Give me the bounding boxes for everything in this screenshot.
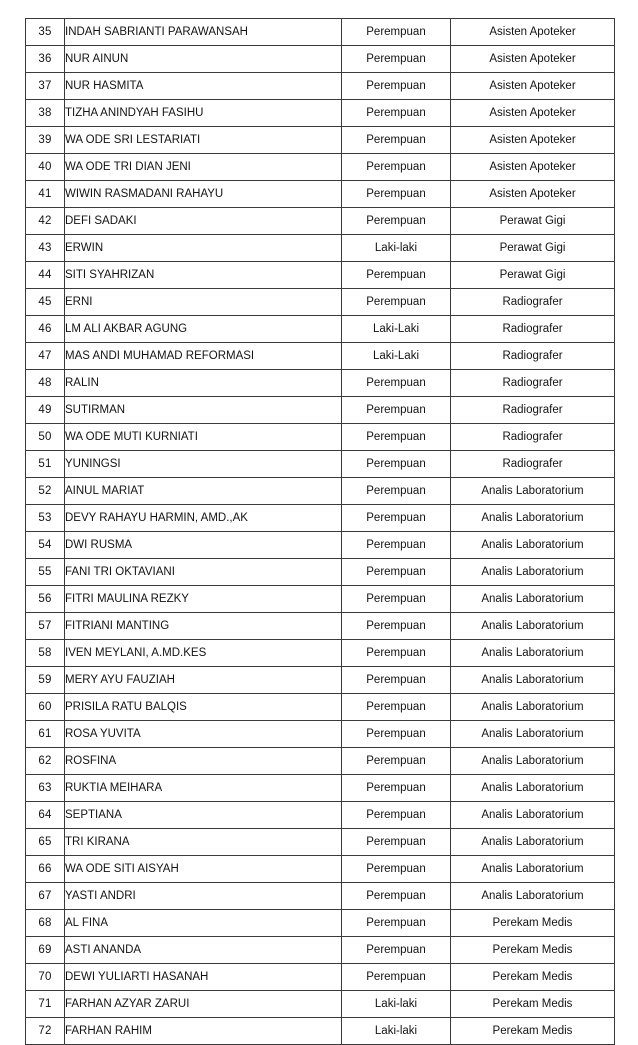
name-cell: DEFI SADAKI <box>65 208 342 235</box>
name-cell: WA ODE TRI DIAN JENI <box>65 154 342 181</box>
row-number-cell: 60 <box>26 694 65 721</box>
row-number-cell: 54 <box>26 532 65 559</box>
name-cell: WA ODE SRI LESTARIATI <box>65 127 342 154</box>
position-cell: Analis Laboratorium <box>451 586 615 613</box>
position-cell: Perekam Medis <box>451 937 615 964</box>
row-number-cell: 66 <box>26 856 65 883</box>
name-cell: SITI SYAHRIZAN <box>65 262 342 289</box>
position-cell: Analis Laboratorium <box>451 856 615 883</box>
name-cell: PRISILA RATU BALQIS <box>65 694 342 721</box>
gender-cell: Perempuan <box>342 181 451 208</box>
roster-table-body <box>26 19 615 1045</box>
name-cell: WA ODE SITI AISYAH <box>65 856 342 883</box>
row-number-cell: 48 <box>26 370 65 397</box>
position-cell: Analis Laboratorium <box>451 667 615 694</box>
row-number-cell: 50 <box>26 424 65 451</box>
gender-cell: Perempuan <box>342 100 451 127</box>
row-number-cell: 52 <box>26 478 65 505</box>
table-row <box>26 451 615 478</box>
table-row <box>26 478 615 505</box>
gender-cell: Perempuan <box>342 505 451 532</box>
table-row <box>26 316 615 343</box>
row-number-cell: 46 <box>26 316 65 343</box>
personnel-roster-table <box>25 18 615 1045</box>
position-cell: Asisten Apoteker <box>451 73 615 100</box>
gender-cell: Perempuan <box>342 775 451 802</box>
table-row <box>26 559 615 586</box>
gender-cell: Perempuan <box>342 478 451 505</box>
name-cell: TIZHA ANINDYAH FASIHU <box>65 100 342 127</box>
gender-cell: Perempuan <box>342 586 451 613</box>
table-row <box>26 154 615 181</box>
position-cell: Radiografer <box>451 289 615 316</box>
gender-cell: Laki-Laki <box>342 316 451 343</box>
position-cell: Asisten Apoteker <box>451 127 615 154</box>
row-number-cell: 38 <box>26 100 65 127</box>
table-row <box>26 937 615 964</box>
position-cell: Analis Laboratorium <box>451 694 615 721</box>
name-cell: WA ODE MUTI KURNIATI <box>65 424 342 451</box>
gender-cell: Perempuan <box>342 46 451 73</box>
row-number-cell: 63 <box>26 775 65 802</box>
table-row <box>26 370 615 397</box>
name-cell: DEWI YULIARTI HASANAH <box>65 964 342 991</box>
name-cell: NUR HASMITA <box>65 73 342 100</box>
table-row <box>26 181 615 208</box>
name-cell: INDAH SABRIANTI PARAWANSAH <box>65 19 342 46</box>
name-cell: ASTI ANANDA <box>65 937 342 964</box>
position-cell: Analis Laboratorium <box>451 532 615 559</box>
name-cell: SUTIRMAN <box>65 397 342 424</box>
gender-cell: Perempuan <box>342 559 451 586</box>
row-number-cell: 70 <box>26 964 65 991</box>
row-number-cell: 49 <box>26 397 65 424</box>
name-cell: MERY AYU FAUZIAH <box>65 667 342 694</box>
gender-cell: Laki-Laki <box>342 343 451 370</box>
name-cell: FANI TRI OKTAVIANI <box>65 559 342 586</box>
name-cell: TRI KIRANA <box>65 829 342 856</box>
name-cell: SEPTIANA <box>65 802 342 829</box>
row-number-cell: 58 <box>26 640 65 667</box>
row-number-cell: 39 <box>26 127 65 154</box>
row-number-cell: 44 <box>26 262 65 289</box>
row-number-cell: 57 <box>26 613 65 640</box>
position-cell: Analis Laboratorium <box>451 478 615 505</box>
row-number-cell: 51 <box>26 451 65 478</box>
position-cell: Analis Laboratorium <box>451 721 615 748</box>
name-cell: ROSA YUVITA <box>65 721 342 748</box>
row-number-cell: 35 <box>26 19 65 46</box>
table-row <box>26 343 615 370</box>
name-cell: RALIN <box>65 370 342 397</box>
table-row <box>26 289 615 316</box>
gender-cell: Perempuan <box>342 397 451 424</box>
position-cell: Perawat Gigi <box>451 262 615 289</box>
position-cell: Asisten Apoteker <box>451 19 615 46</box>
position-cell: Radiografer <box>451 424 615 451</box>
position-cell: Perekam Medis <box>451 964 615 991</box>
row-number-cell: 47 <box>26 343 65 370</box>
gender-cell: Perempuan <box>342 262 451 289</box>
position-cell: Perekam Medis <box>451 910 615 937</box>
gender-cell: Perempuan <box>342 802 451 829</box>
gender-cell: Perempuan <box>342 424 451 451</box>
name-cell: YASTI ANDRI <box>65 883 342 910</box>
gender-cell: Perempuan <box>342 19 451 46</box>
table-row <box>26 505 615 532</box>
row-number-cell: 55 <box>26 559 65 586</box>
row-number-cell: 53 <box>26 505 65 532</box>
position-cell: Asisten Apoteker <box>451 181 615 208</box>
row-number-cell: 68 <box>26 910 65 937</box>
row-number-cell: 45 <box>26 289 65 316</box>
table-row <box>26 1018 615 1045</box>
position-cell: Analis Laboratorium <box>451 748 615 775</box>
gender-cell: Laki-laki <box>342 1018 451 1045</box>
gender-cell: Perempuan <box>342 937 451 964</box>
position-cell: Radiografer <box>451 451 615 478</box>
gender-cell: Perempuan <box>342 370 451 397</box>
name-cell: IVEN MEYLANI, A.MD.KES <box>65 640 342 667</box>
table-row <box>26 721 615 748</box>
table-row <box>26 397 615 424</box>
position-cell: Perawat Gigi <box>451 235 615 262</box>
gender-cell: Perempuan <box>342 667 451 694</box>
name-cell: AL FINA <box>65 910 342 937</box>
gender-cell: Perempuan <box>342 289 451 316</box>
position-cell: Radiografer <box>451 370 615 397</box>
position-cell: Radiografer <box>451 343 615 370</box>
table-row <box>26 208 615 235</box>
name-cell: ERNI <box>65 289 342 316</box>
gender-cell: Perempuan <box>342 694 451 721</box>
position-cell: Analis Laboratorium <box>451 505 615 532</box>
position-cell: Asisten Apoteker <box>451 46 615 73</box>
gender-cell: Perempuan <box>342 613 451 640</box>
position-cell: Analis Laboratorium <box>451 829 615 856</box>
gender-cell: Perempuan <box>342 748 451 775</box>
table-row <box>26 262 615 289</box>
row-number-cell: 36 <box>26 46 65 73</box>
row-number-cell: 67 <box>26 883 65 910</box>
position-cell: Analis Laboratorium <box>451 802 615 829</box>
name-cell: LM ALI AKBAR AGUNG <box>65 316 342 343</box>
gender-cell: Perempuan <box>342 154 451 181</box>
name-cell: FITRIANI MANTING <box>65 613 342 640</box>
table-row <box>26 694 615 721</box>
table-row <box>26 748 615 775</box>
table-row <box>26 586 615 613</box>
row-number-cell: 59 <box>26 667 65 694</box>
table-row <box>26 667 615 694</box>
table-row <box>26 19 615 46</box>
position-cell: Analis Laboratorium <box>451 613 615 640</box>
name-cell: ERWIN <box>65 235 342 262</box>
name-cell: YUNINGSI <box>65 451 342 478</box>
gender-cell: Perempuan <box>342 856 451 883</box>
table-row <box>26 424 615 451</box>
gender-cell: Perempuan <box>342 73 451 100</box>
table-row <box>26 532 615 559</box>
table-row <box>26 802 615 829</box>
gender-cell: Laki-laki <box>342 991 451 1018</box>
gender-cell: Perempuan <box>342 883 451 910</box>
table-row <box>26 775 615 802</box>
row-number-cell: 56 <box>26 586 65 613</box>
position-cell: Asisten Apoteker <box>451 100 615 127</box>
table-row <box>26 100 615 127</box>
name-cell: FARHAN AZYAR ZARUI <box>65 991 342 1018</box>
table-row <box>26 856 615 883</box>
position-cell: Analis Laboratorium <box>451 559 615 586</box>
name-cell: MAS ANDI MUHAMAD REFORMASI <box>65 343 342 370</box>
table-row <box>26 613 615 640</box>
name-cell: ROSFINA <box>65 748 342 775</box>
position-cell: Perawat Gigi <box>451 208 615 235</box>
name-cell: WIWIN RASMADANI RAHAYU <box>65 181 342 208</box>
row-number-cell: 61 <box>26 721 65 748</box>
row-number-cell: 69 <box>26 937 65 964</box>
table-row <box>26 235 615 262</box>
table-row <box>26 883 615 910</box>
row-number-cell: 42 <box>26 208 65 235</box>
gender-cell: Perempuan <box>342 829 451 856</box>
row-number-cell: 43 <box>26 235 65 262</box>
gender-cell: Perempuan <box>342 964 451 991</box>
name-cell: FARHAN RAHIM <box>65 1018 342 1045</box>
table-row <box>26 964 615 991</box>
name-cell: DEVY RAHAYU HARMIN, AMD.,AK <box>65 505 342 532</box>
name-cell: NUR AINUN <box>65 46 342 73</box>
gender-cell: Perempuan <box>342 532 451 559</box>
row-number-cell: 62 <box>26 748 65 775</box>
gender-cell: Perempuan <box>342 127 451 154</box>
position-cell: Perekam Medis <box>451 991 615 1018</box>
gender-cell: Perempuan <box>342 208 451 235</box>
gender-cell: Perempuan <box>342 910 451 937</box>
name-cell: RUKTIA MEIHARA <box>65 775 342 802</box>
position-cell: Perekam Medis <box>451 1018 615 1045</box>
row-number-cell: 40 <box>26 154 65 181</box>
table-row <box>26 46 615 73</box>
position-cell: Asisten Apoteker <box>451 154 615 181</box>
gender-cell: Perempuan <box>342 640 451 667</box>
position-cell: Radiografer <box>451 316 615 343</box>
table-row <box>26 910 615 937</box>
gender-cell: Perempuan <box>342 451 451 478</box>
name-cell: DWI RUSMA <box>65 532 342 559</box>
row-number-cell: 37 <box>26 73 65 100</box>
table-row <box>26 829 615 856</box>
name-cell: FITRI MAULINA REZKY <box>65 586 342 613</box>
gender-cell: Laki-laki <box>342 235 451 262</box>
row-number-cell: 72 <box>26 1018 65 1045</box>
name-cell: AINUL MARIAT <box>65 478 342 505</box>
position-cell: Analis Laboratorium <box>451 883 615 910</box>
table-row <box>26 640 615 667</box>
table-row <box>26 73 615 100</box>
position-cell: Analis Laboratorium <box>451 640 615 667</box>
position-cell: Analis Laboratorium <box>451 775 615 802</box>
gender-cell: Perempuan <box>342 721 451 748</box>
row-number-cell: 64 <box>26 802 65 829</box>
row-number-cell: 41 <box>26 181 65 208</box>
table-row <box>26 127 615 154</box>
row-number-cell: 71 <box>26 991 65 1018</box>
position-cell: Radiografer <box>451 397 615 424</box>
table-row <box>26 991 615 1018</box>
row-number-cell: 65 <box>26 829 65 856</box>
